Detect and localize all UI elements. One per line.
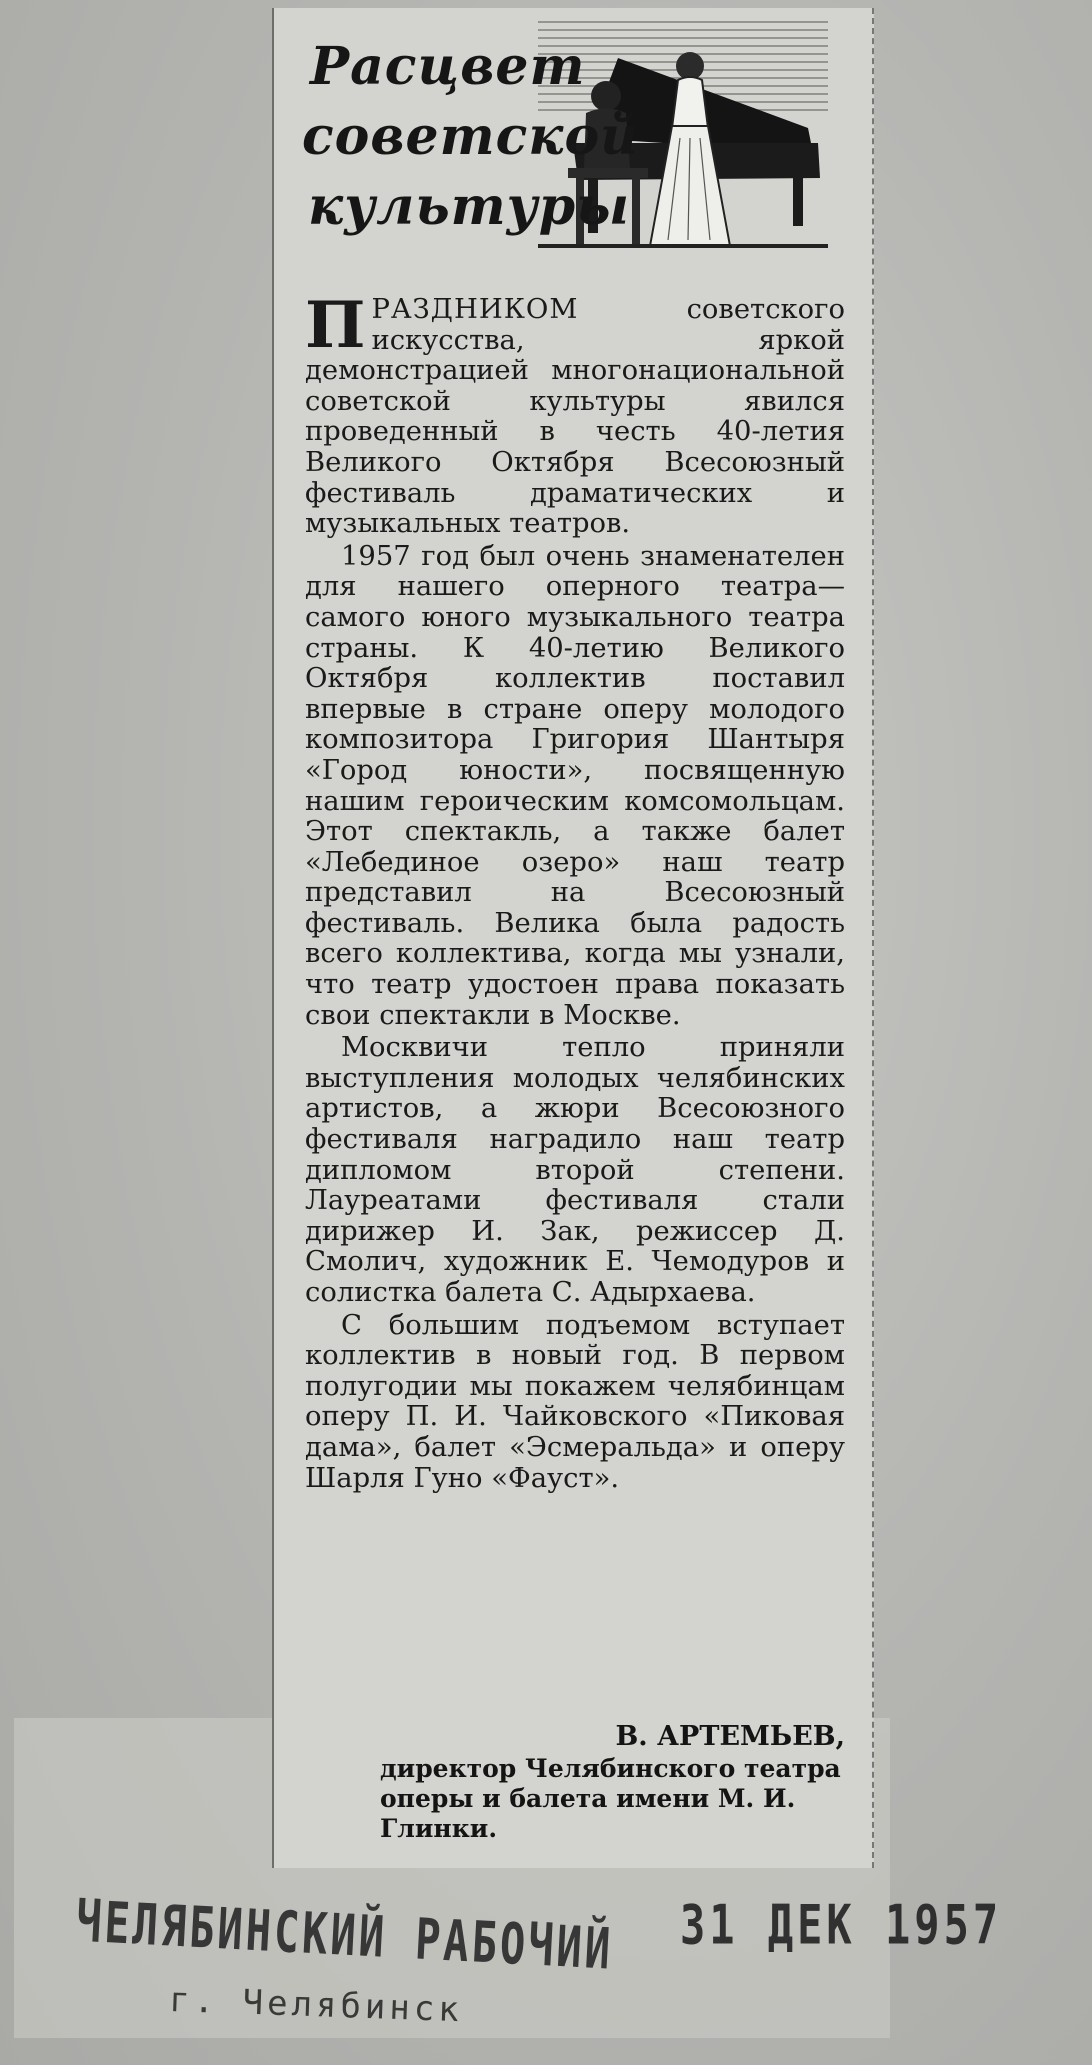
- lead-text: советского искусства, яркой демонстрацией многонациональной советской культуры явился проведенный в честь 40-летия Великого Октября Всесоюзный фестиваль драматических и музыкальных театров.: [305, 294, 845, 540]
- lead-caps: РАЗДНИКОМ: [371, 294, 579, 325]
- author-signature: [380, 1722, 845, 1844]
- masthead-line-1: Расцвет: [310, 36, 586, 97]
- newspaper-stamp: ЧЕЛЯБИНСКИЙ РАБОЧИЙ: [74, 1888, 615, 1983]
- author-title: директор Челябинского театра оперы и балета имени М. И. Глинки.: [380, 1754, 841, 1843]
- article-paragraph: С большим подъемом вступает коллектив в новый год. В первом полугодии мы покажем челябинцам оперу П. И. Чайковского «Пиковая дама», балет «Эсмеральда» и оперу Шарля Гуно «Фауст».: [305, 1309, 845, 1494]
- city-stamp: г. Челябинск: [168, 1980, 464, 2031]
- date-stamp: 31 ДЕК 1957: [680, 1893, 1003, 1957]
- article-paragraph: Москвичи тепло приняли выступления молодых челябинских артистов, а жюри Всесоюзного фестиваля наградило наш театр дипломом второй степени. Лауреатами фестиваля стали дирижер И. Зак, режиссер Д. Смолич, художник Е. Чемодуров и солистка балета С. Адырхаева.: [305, 1032, 845, 1308]
- article-paragraph: 1957 год был очень знаменателен для нашего оперного театра—самого юного музыкального театра страны. К 40-летию Великого Октября коллектив поставил впервые в стране оперу молодого композитора Григория Шантыря «Город юности», посвященную нашим героическим комсомольцам. Этот спектакль, а также балет «Лебединое озеро» наш театр представил на Всесоюзный фестиваль. Велика была радость всего коллектива, когда мы узнали, что театр удостоен права показать свои спектакли в Москве.: [305, 540, 845, 1031]
- rubric-masthead: [288, 18, 828, 258]
- article-paragraph: [305, 288, 845, 540]
- masthead-line-2: советской: [302, 106, 639, 167]
- article-body: [305, 288, 845, 1496]
- masthead-line-3: культуры: [308, 176, 631, 237]
- author-name: В. АРТЕМЬЕВ,: [615, 1721, 845, 1752]
- drop-cap: П: [305, 288, 366, 363]
